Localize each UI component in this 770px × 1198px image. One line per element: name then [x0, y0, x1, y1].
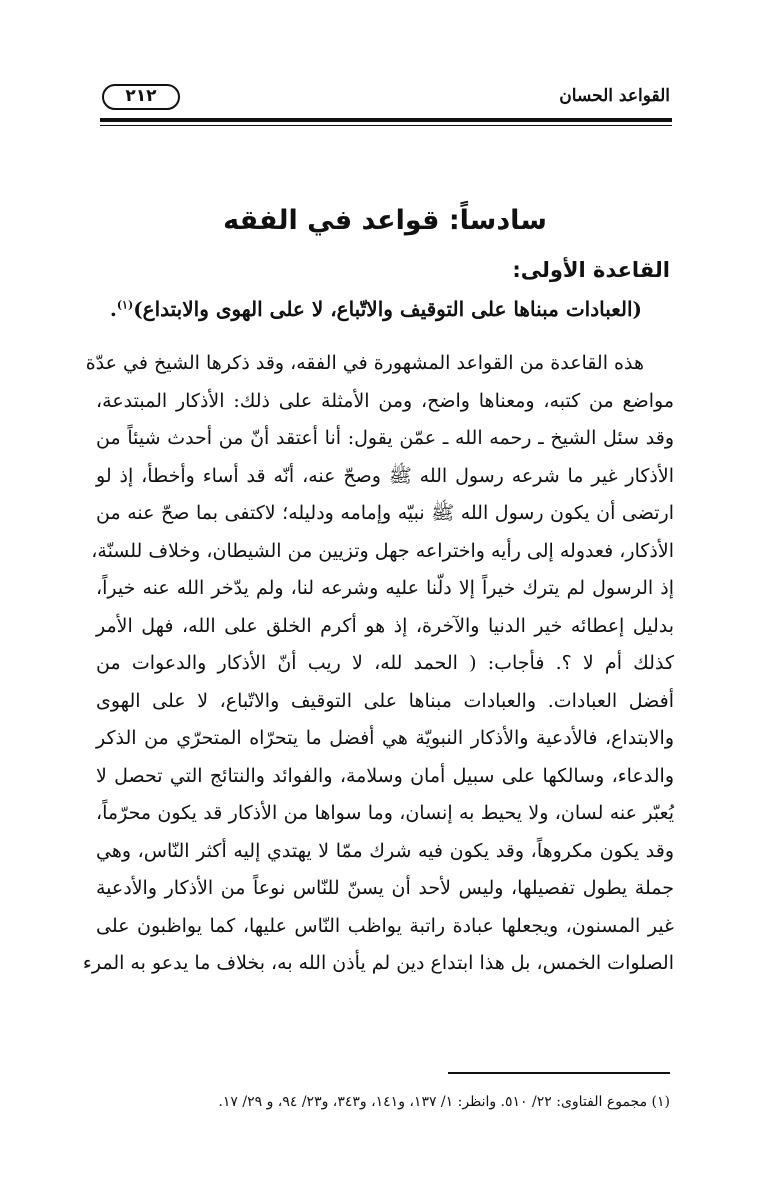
rule-statement — [110, 297, 642, 321]
rule-statement-text: (العبادات مبناها على التوقيف والاتّباع، لا على الهوى والابتداع) — [133, 297, 642, 321]
running-header — [102, 82, 670, 116]
body-line: جملة يطول تفصيلها، وليس لأحد أن يسنّ للنّاس نوعاً من الأذكار والأدعية — [96, 877, 674, 899]
body-line: ارتضى أن يكون رسول الله ﷺ نبيّه وإمامه ودليله؛ لاكتفى بما صحّ عنه من — [96, 502, 674, 524]
header-rule-thick — [100, 118, 672, 122]
body-line: والابتداع، فالأدعية والأذكار النبويّة هي أفضل ما يتحرّاه المتحرّي من الذكر — [96, 727, 674, 749]
body-line: وقد يكون مكروهاً، وقد يكون فيه شرك ممّا لا يهتدي إليه أكثر النّاس، وهي — [96, 839, 674, 862]
body-line: هذه القاعدة من القواعد المشهورة في الفقه، وقد ذكرها الشيخ في عدّة — [85, 352, 644, 374]
body-line: غير المسنون، ويجعلها عبادة راتبة يواظب النّاس عليها، كما يواظبون على — [96, 914, 674, 937]
body-line: الأذكار غير ما شرعه رسول الله ﷺ وصحّ عنه، أنّه قد أساء وأخطأ، إذ لو — [96, 464, 674, 487]
body-line: أفضل العبادات. والعبادات مبناها على التوقيف والاتّباع، لا على الهوى — [96, 689, 674, 712]
footnote-marker: (١) — [116, 298, 134, 312]
rule-heading: القاعدة الأولى: — [512, 258, 670, 282]
body-line: إذ الرسول لم يترك خيراً إلا دلّنا عليه وشرعه لنا، ولم يدّخر الله عنه خيراً، — [96, 577, 674, 599]
body-line: والدعاء، وسالكها على سبيل أمان وسلامة، والفوائد والنتائج التي تحصل لا — [96, 764, 674, 787]
footnote: (١) مجموع الفتاوى: ٢٢/ ٥١٠. وانظر: ١/ ١٣٧، و١٤١، و٣٤٣، و٢٣/ ٩٤، و ٢٩/ ١٧. — [218, 1094, 670, 1110]
page-number-badge: ٢١٢ — [102, 84, 180, 110]
body-line: الأذكار، فعدوله إلى رأيه واختراعه جهل وتزيين من الشيطان، وخلاف للسنّة، — [91, 539, 674, 562]
body-text — [82, 345, 674, 983]
header-rule-thin — [100, 125, 672, 126]
body-line: يُعبّر عنه لسان، ولا يحيط به إنسان، وما سواها من الأذكار قد يكون محرّماً، — [96, 802, 674, 824]
body-line: الصلوات الخمس، بل هذا ابتداع دين لم يأذن الله به، بخلاف ما يدعو به المرء — [82, 952, 674, 974]
body-line: كذلك أم لا ؟. فأجاب: ( الحمد لله، لا ريب أنّ الأذكار والدعوات من — [96, 652, 674, 674]
body-line: بدليل إعطائه خير الدنيا والآخرة، إذ هو أكرم الخلق على الله، فهل الأمر — [96, 614, 674, 637]
footnote-rule — [448, 1072, 670, 1074]
rule-statement-period: . — [109, 297, 117, 321]
section-title: سادساً: قواعد في الفقه — [223, 205, 547, 236]
book-title: القواعد الحسان — [559, 86, 670, 106]
body-line: وقد سئل الشيخ ـ رحمه الله ـ عمّن يقول: أنا أعتقد أنّ من أحدث شيئاً من — [96, 427, 674, 449]
body-line: مواضع من كتبه، ومعناها واضح، ومن الأمثلة على ذلك: الأذكار المبتدعة، — [96, 389, 674, 412]
